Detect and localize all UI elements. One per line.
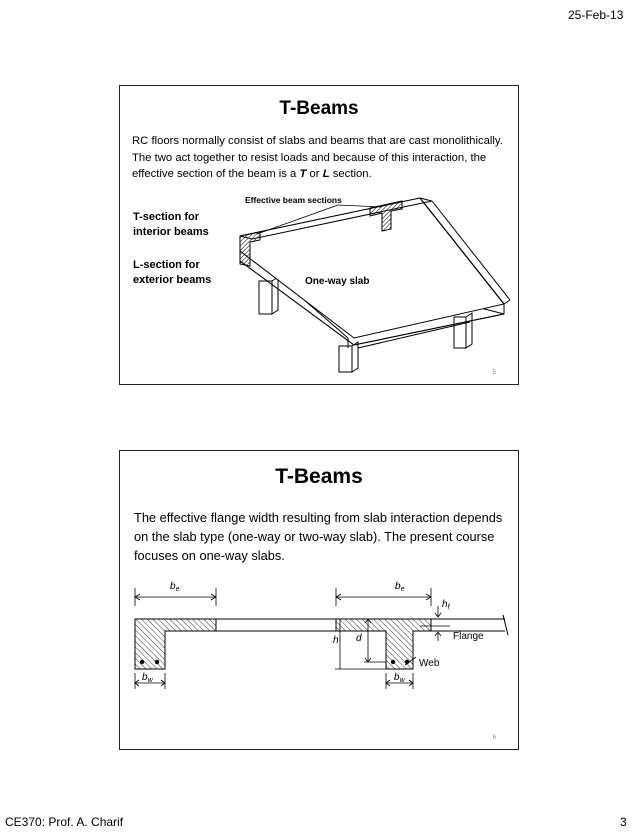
letter-l: L (322, 168, 330, 180)
t-section-label: T-section for interior beams (133, 211, 209, 238)
footer-page-number: 3 (620, 815, 627, 829)
one-way-slab-label: One-way slab (305, 276, 370, 287)
be-right-label: $b_e$ (395, 581, 405, 593)
letter-t: T (299, 168, 307, 180)
footer-course: CE370: Prof. A. Charif (5, 815, 124, 829)
page-date: 25-Feb-13 (568, 8, 624, 22)
slab-beam-figure (120, 86, 518, 384)
bw-left-label: $b_w$ (142, 672, 153, 684)
l-section-label: L-section for exterior beams (133, 259, 212, 286)
slide-number: 5 (492, 370, 496, 376)
hf-label: $h_f$ (442, 599, 450, 611)
be-left-label: $b_e$ (170, 581, 180, 593)
web-label: Web (419, 658, 440, 669)
t-beam-section (336, 619, 431, 669)
h-label: h (333, 635, 339, 646)
bw-right-label: $b_w$ (394, 672, 405, 684)
d-label: d (356, 633, 362, 644)
slide-title: T-Beams (279, 98, 359, 119)
slide-6 (119, 450, 519, 750)
slide-body-text: The effective flange width resulting from slab interaction depends on the slab type (one-way or two-way slab). The present course focuses on one-way slabs. (134, 510, 503, 563)
body-text-after: section. (329, 168, 372, 180)
flange-label: Flange (453, 631, 484, 642)
l-beam-section (135, 619, 216, 669)
slide-5 (119, 85, 519, 385)
body-text-before: RC floors normally consist of slabs and beams that are cast monolithically. The two act together to resist loads and because of this interaction, the effective section of the beam is a (132, 135, 503, 180)
effective-beam-sections-label: Effective beam sections (245, 195, 342, 205)
slide-title: T-Beams (275, 465, 363, 488)
flange-width-figure (120, 451, 518, 749)
slide-number: 6 (492, 735, 496, 741)
body-text-or: or (306, 168, 323, 180)
